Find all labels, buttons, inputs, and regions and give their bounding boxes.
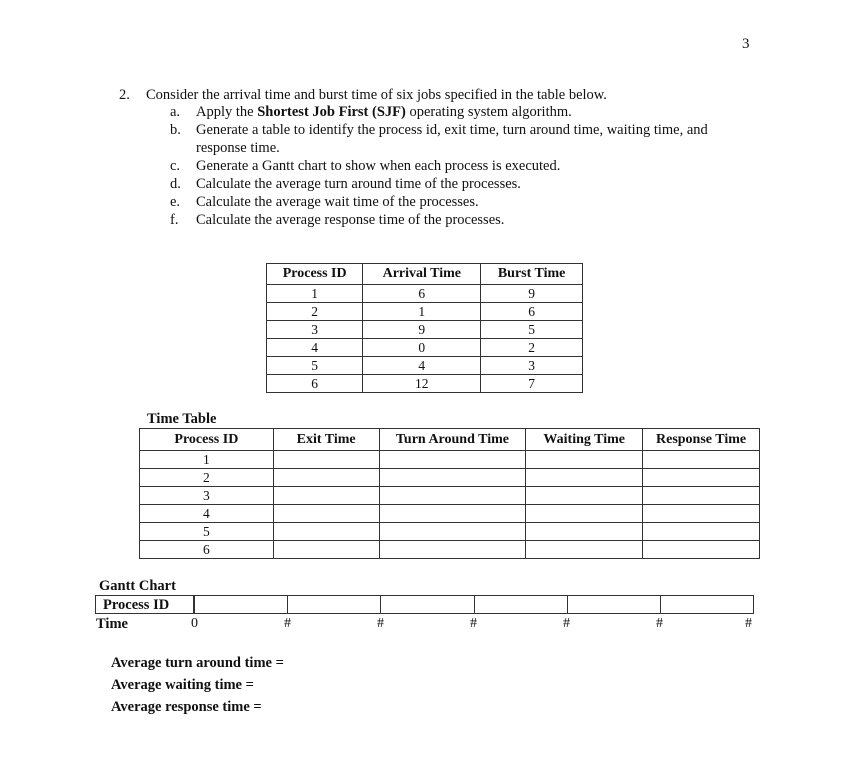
subitem-a <box>170 103 756 121</box>
subitem-text-post: operating system algorithm. <box>405 104 572 120</box>
cell: 7 <box>481 375 583 393</box>
subitem-c <box>170 157 756 175</box>
subitem-letter: a. <box>170 104 181 120</box>
subitem-e <box>170 193 756 211</box>
table-row <box>267 375 583 393</box>
subitem-text: Calculate the average wait time of the processes. <box>196 194 479 210</box>
gantt-tick: # <box>656 616 663 631</box>
cell: 0 <box>363 339 481 357</box>
process-id-cell: 4 <box>140 505 274 523</box>
table-row <box>140 487 760 505</box>
exit-time-cell[interactable] <box>273 487 379 505</box>
cell: 9 <box>481 285 583 303</box>
table-row <box>140 505 760 523</box>
gantt-cell[interactable] <box>474 596 567 613</box>
turn-around-time-cell[interactable] <box>379 505 526 523</box>
subitem-letter: b. <box>170 122 181 138</box>
exit-time-cell[interactable] <box>273 523 379 541</box>
table-row <box>140 469 760 487</box>
cell: 6 <box>363 285 481 303</box>
subitem-text: Generate a Gantt chart to show when each process is executed. <box>196 158 561 174</box>
response-time-cell[interactable] <box>643 523 760 541</box>
subitem-text: Calculate the average response time of the processes. <box>196 212 505 228</box>
header-process-id: Process ID <box>140 429 274 451</box>
table-row <box>267 303 583 321</box>
cell: 4 <box>363 357 481 375</box>
process-id-cell: 6 <box>140 541 274 559</box>
turn-around-time-cell[interactable] <box>379 487 526 505</box>
gantt-cell[interactable] <box>567 596 660 613</box>
cell: 2 <box>481 339 583 357</box>
gantt-tick: 0 <box>191 616 198 631</box>
gantt-tick: # <box>377 616 384 631</box>
process-id-cell: 2 <box>140 469 274 487</box>
turn-around-time-cell[interactable] <box>379 541 526 559</box>
average-waiting-label: Average waiting time = <box>111 677 254 693</box>
table-row <box>267 321 583 339</box>
cell: 2 <box>267 303 363 321</box>
process-id-cell: 3 <box>140 487 274 505</box>
turn-around-time-cell[interactable] <box>379 469 526 487</box>
waiting-time-cell[interactable] <box>526 451 643 469</box>
page-number: 3 <box>742 36 750 52</box>
gantt-process-id-label: Process ID <box>95 595 194 614</box>
input-table <box>266 263 583 393</box>
cell: 3 <box>481 357 583 375</box>
table-row <box>140 523 760 541</box>
subitem-letter: e. <box>170 194 181 210</box>
subitem-text-pre: Apply the <box>196 104 258 120</box>
cell: 4 <box>267 339 363 357</box>
time-table-header <box>140 429 760 451</box>
exit-time-cell[interactable] <box>273 469 379 487</box>
cell: 12 <box>363 375 481 393</box>
gantt-tick: # <box>470 616 477 631</box>
header-exit-time: Exit Time <box>273 429 379 451</box>
subitem-f <box>170 211 756 229</box>
input-table-header <box>267 264 583 285</box>
header-burst-time: Burst Time <box>481 264 583 285</box>
waiting-time-cell[interactable] <box>526 541 643 559</box>
response-time-cell[interactable] <box>643 487 760 505</box>
gantt-tick: # <box>745 616 752 631</box>
subitem-letter: f. <box>170 212 179 228</box>
response-time-cell[interactable] <box>643 451 760 469</box>
cell: 1 <box>267 285 363 303</box>
time-table <box>139 428 760 559</box>
question-number: 2. <box>119 87 130 103</box>
cell: 3 <box>267 321 363 339</box>
turn-around-time-cell[interactable] <box>379 451 526 469</box>
header-process-id: Process ID <box>267 264 363 285</box>
gantt-cell[interactable] <box>380 596 473 613</box>
cell: 6 <box>481 303 583 321</box>
subitem-b <box>170 121 756 157</box>
question-subitems <box>170 103 756 229</box>
exit-time-cell[interactable] <box>273 541 379 559</box>
table-row <box>267 357 583 375</box>
subitem-text: Generate a table to identify the process id, exit time, turn around time, waiting time, and response time. <box>196 122 708 156</box>
question-text: Consider the arrival time and burst time of six jobs specified in the table below. <box>146 87 607 103</box>
average-response-label: Average response time = <box>111 699 262 715</box>
cell: 9 <box>363 321 481 339</box>
subitem-d <box>170 175 756 193</box>
subitem-text-bold: Shortest Job First (SJF) <box>257 104 406 120</box>
header-waiting-time: Waiting Time <box>526 429 643 451</box>
table-row <box>140 451 760 469</box>
gantt-tick: # <box>284 616 291 631</box>
subitem-letter: d. <box>170 176 181 192</box>
subitem-text: Calculate the average turn around time of the processes. <box>196 176 521 192</box>
average-turn-around-label: Average turn around time = <box>111 655 284 671</box>
cell: 6 <box>267 375 363 393</box>
process-id-cell: 1 <box>140 451 274 469</box>
gantt-bar <box>194 595 754 614</box>
gantt-cell[interactable] <box>194 596 287 613</box>
table-row <box>267 339 583 357</box>
gantt-chart-label: Gantt Chart <box>99 578 176 594</box>
header-arrival-time: Arrival Time <box>363 264 481 285</box>
header-response-time: Response Time <box>643 429 760 451</box>
turn-around-time-cell[interactable] <box>379 523 526 541</box>
waiting-time-cell[interactable] <box>526 469 643 487</box>
gantt-time-label: Time <box>96 616 128 632</box>
cell: 5 <box>481 321 583 339</box>
waiting-time-cell[interactable] <box>526 523 643 541</box>
gantt-tick: # <box>563 616 570 631</box>
table-row <box>140 541 760 559</box>
process-id-cell: 5 <box>140 523 274 541</box>
cell: 5 <box>267 357 363 375</box>
gantt-cell[interactable] <box>287 596 380 613</box>
response-time-cell[interactable] <box>643 541 760 559</box>
exit-time-cell[interactable] <box>273 451 379 469</box>
gantt-cell[interactable] <box>660 596 753 613</box>
waiting-time-cell[interactable] <box>526 487 643 505</box>
waiting-time-cell[interactable] <box>526 505 643 523</box>
exit-time-cell[interactable] <box>273 505 379 523</box>
header-turn-around-time: Turn Around Time <box>379 429 526 451</box>
cell: 1 <box>363 303 481 321</box>
time-table-label: Time Table <box>147 411 217 427</box>
response-time-cell[interactable] <box>643 469 760 487</box>
subitem-letter: c. <box>170 158 181 174</box>
table-row <box>267 285 583 303</box>
response-time-cell[interactable] <box>643 505 760 523</box>
